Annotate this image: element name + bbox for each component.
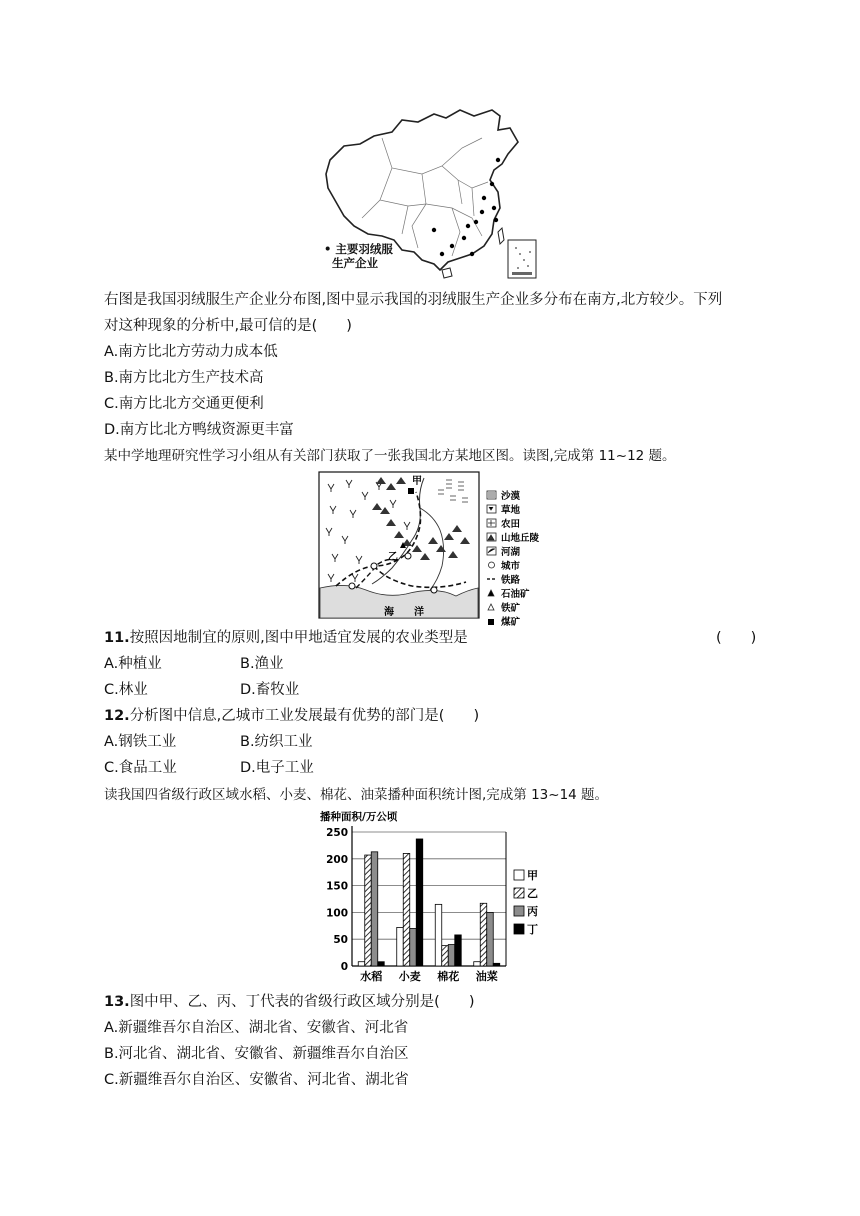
bar-乙 — [480, 903, 487, 966]
q13-stem: 图中甲、乙、丙、丁代表的省级行政区域分别是( ) — [129, 994, 475, 1010]
y-tick-label: 150 — [326, 880, 348, 893]
q11-option-d: D.畜牧业 — [240, 682, 300, 698]
q11-option-a: A.种植业 — [104, 656, 162, 672]
city-marker — [405, 553, 411, 559]
legend-item: 煤矿 — [501, 617, 521, 628]
chart-ylabel: 播种面积/万公顷 — [320, 811, 398, 823]
bar-甲 — [358, 962, 365, 966]
hainan-island — [442, 268, 452, 278]
bar-丙 — [371, 852, 378, 966]
q11-option-c: C.林业 — [104, 682, 148, 698]
q10-option-b: B.南方比北方生产技术高 — [104, 370, 264, 386]
legend-swatch — [514, 924, 524, 934]
legend-swatch — [514, 870, 524, 880]
q10-stem-line2: 对这种现象的分析中,最可信的是( ) — [104, 318, 352, 334]
chart-ticks — [326, 827, 348, 973]
taiwan-island — [498, 228, 504, 244]
category-label: 棉花 — [437, 970, 460, 983]
chart-legend — [514, 869, 538, 936]
category-label: 油菜 — [475, 970, 498, 983]
bar-甲 — [435, 904, 442, 966]
map1-legend-line2: 生产企业 — [332, 256, 378, 270]
bar-乙 — [365, 855, 372, 966]
bar-丙 — [487, 912, 494, 966]
chart-bars — [358, 839, 500, 966]
map1-legend — [324, 242, 393, 270]
map2-legend — [487, 490, 540, 628]
q11-number: 11. — [104, 630, 130, 646]
y-tick-label: 0 — [340, 961, 348, 973]
q11-stem: 按照因地制宜的原则,图中甲地适宜发展的农业类型是 — [129, 630, 468, 646]
q13-stem-row — [104, 992, 475, 1012]
bar-乙 — [403, 853, 410, 966]
q13-option-b: B.河北省、湖北省、安徽省、新疆维吾尔自治区 — [104, 1046, 409, 1062]
q12-stem: 分析图中信息,乙城市工业发展最有优势的部门是( ) — [129, 708, 480, 724]
china-map-figure — [322, 108, 540, 280]
bar-丁 — [416, 839, 423, 966]
bar-乙 — [442, 946, 449, 966]
planting-area-chart — [318, 808, 550, 986]
q11-option-b: B.渔业 — [240, 656, 284, 672]
bar-甲 — [397, 927, 404, 966]
legend-label: 甲 — [527, 869, 538, 882]
y-tick-label: 100 — [326, 907, 348, 920]
q12-number: 12. — [104, 708, 130, 724]
bar-甲 — [474, 962, 481, 966]
q10-option-d: D.南方比北方鸭绒资源更丰富 — [104, 422, 294, 438]
city-marker — [371, 563, 377, 569]
y-tick-label: 200 — [326, 853, 348, 866]
intro-11-12: 某中学地理研究性学习小组从有关部门获取了一张我国北方某地区图。读图,完成第 11~12 题。 — [104, 448, 676, 464]
bar-丙 — [448, 945, 455, 966]
category-label: 小麦 — [398, 970, 421, 983]
legend-item: 沙漠 — [501, 491, 521, 502]
legend-item: 农田 — [501, 519, 521, 530]
legend-item: 石油矿 — [501, 589, 530, 600]
bar-丁 — [493, 963, 500, 966]
intro-13-14: 读我国四省级行政区域水稻、小麦、棉花、油菜播种面积统计图,完成第 13~14 题。 — [104, 787, 609, 803]
region-map-figure — [316, 470, 546, 628]
city-marker — [431, 587, 437, 593]
region-map — [316, 470, 546, 628]
bar-丁 — [455, 935, 462, 966]
q12-stem-row — [104, 706, 479, 726]
y-tick-label: 250 — [326, 827, 348, 839]
bar-chart-svg — [318, 808, 550, 986]
q13-option-c: C.新疆维吾尔自治区、安徽省、河北省、湖北省 — [104, 1072, 409, 1088]
q12-option-c: C.食品工业 — [104, 760, 177, 776]
q10-option-c: C.南方比北方交通更便利 — [104, 396, 264, 412]
q12-option-b: B.纺织工业 — [240, 734, 313, 750]
map2-label-jia: 甲 — [412, 476, 422, 487]
bar-丙 — [410, 928, 417, 966]
legend-symbols — [487, 491, 497, 625]
chart-categories — [360, 969, 498, 983]
q10-stem-line1: 右图是我国羽绒服生产企业分布图,图中显示我国的羽绒服生产企业多分布在南方,北方较少。下列 — [104, 292, 723, 308]
city-marker — [349, 583, 355, 589]
legend-label: 丙 — [527, 905, 538, 918]
map1-legend-line1: • 主要羽绒服 — [324, 242, 393, 256]
coal-mine-marker — [408, 488, 414, 494]
legend-item: 山地丘陵 — [501, 533, 540, 544]
legend-label: 丁 — [527, 923, 538, 936]
q10-option-a: A.南方比北方劳动力成本低 — [104, 344, 278, 360]
q13-option-a: A.新疆维吾尔自治区、湖北省、安徽省、河北省 — [104, 1020, 409, 1036]
y-tick-label: 50 — [333, 934, 348, 947]
map2-label-yi: 乙 — [388, 552, 398, 563]
q11-stem-row — [104, 628, 468, 648]
category-label: 水稻 — [360, 970, 383, 983]
legend-item: 城市 — [501, 561, 521, 572]
legend-item: 河湖 — [501, 547, 521, 558]
q13-number: 13. — [104, 994, 130, 1010]
legend-item: 草地 — [501, 505, 521, 516]
legend-swatch — [514, 888, 524, 898]
ocean-label: 海 洋 — [384, 607, 424, 618]
legend-item: 铁路 — [501, 575, 521, 586]
q12-option-d: D.电子工业 — [240, 760, 314, 776]
legend-swatch — [514, 906, 524, 916]
legend-item: 铁矿 — [501, 603, 521, 614]
bar-丁 — [378, 962, 385, 966]
q11-answer-paren: ( ) — [716, 630, 757, 646]
legend-label: 乙 — [527, 887, 538, 900]
q12-option-a: A.钢铁工业 — [104, 734, 177, 750]
